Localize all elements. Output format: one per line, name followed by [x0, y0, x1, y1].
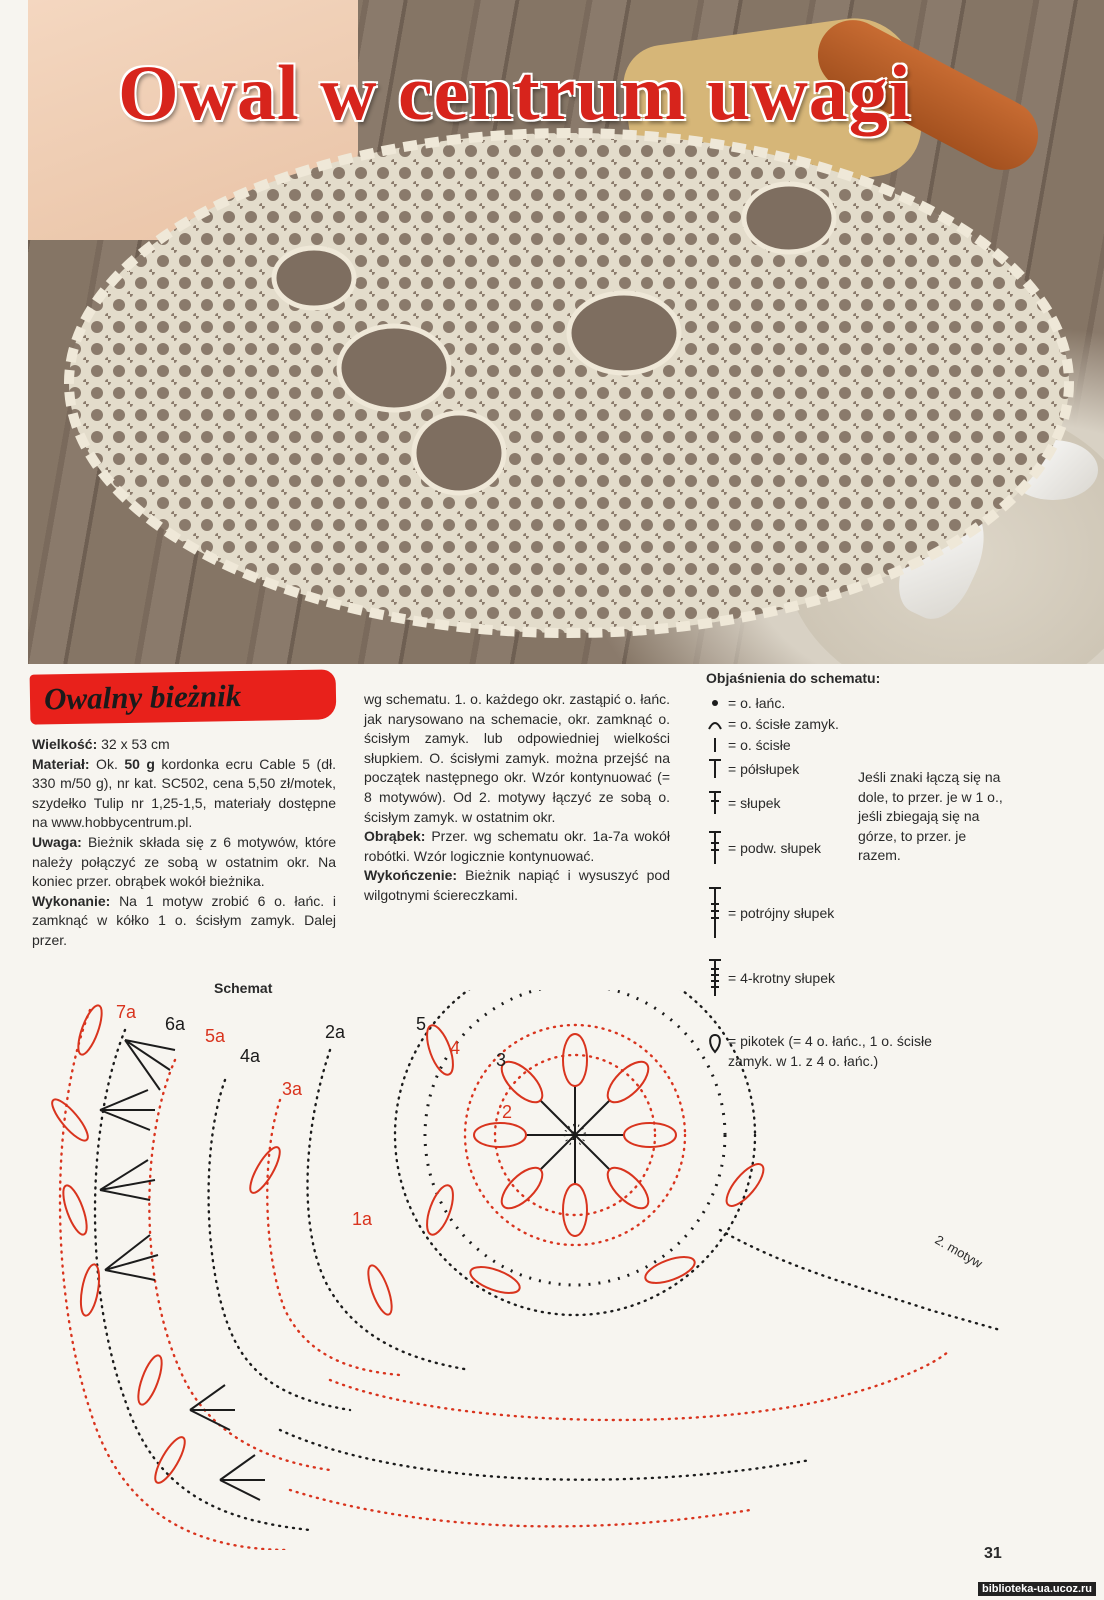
border-label: Obrąbek: [364, 828, 426, 845]
note-value: Bieżnik składa się z 6 motywów, które należy połączyć ze sobą w ostatnim okr. Na koniec przer. obrąbek wokół bieżnika. [32, 833, 336, 890]
material-weight: 50 g [124, 755, 155, 772]
legend-item-label: = potrójny słupek [728, 905, 835, 921]
exec-value: Na 1 motyw zrobić 6 o. łańc. i zamknąć w kółko 1 o. ścisłym zamyk. Dalej przer. [32, 892, 336, 948]
border-rounds [60, 1010, 470, 1550]
round-label-3a: 3a [282, 1079, 303, 1099]
size-value: 32 x 53 cm [97, 736, 170, 752]
round-label-4a: 4a [240, 1046, 261, 1066]
symbol-legend [706, 670, 1086, 1069]
size-paragraph [32, 735, 336, 755]
exec-continued: wg schematu. 1. o. każdego okr. zastąpić o. łańc. jak narysowano na schemacie, okr. zamknąć o. ścisłym zamyk. lub odpowiedniej wielkości słupkiem. O. ścisłymi zamyk. można przejść na początek następnego okr. Wzór kontynuować (= 8 motywów). Od 2. motywy łączyć ze sobą o. ścisłym zamyk. w ostatnim okr. [364, 691, 670, 825]
legend-item-label: = pikotek (= 4 o. łańc., 1 o. ścisłe zamyk. w 1. z 4 o. łańc.) [728, 1033, 932, 1069]
cover-photo [28, 0, 1104, 664]
crochet-chart [30, 990, 1040, 1550]
dot-icon [706, 694, 724, 712]
round-label-5a: 5a [205, 1026, 226, 1046]
source-watermark: biblioteka-ua.ucoz.ru [978, 1582, 1096, 1596]
legend-item [706, 736, 791, 754]
round-label-6a: 6a [165, 1014, 186, 1034]
dtr-icon [706, 886, 724, 940]
legend-item-label: = półsłupek [728, 761, 800, 777]
legend-item [706, 694, 785, 712]
legend-item-label: = 4-krotny słupek [728, 970, 835, 986]
legend-item-label: = o. ścisłe [728, 737, 791, 753]
legend-note: Jeśli znaki łączą się na dole, to przer. je w 1 o., jeśli zbiegają się na górze, to przer. je razem. [858, 769, 1003, 864]
border-leaves [47, 1003, 396, 1487]
legend-item [706, 886, 834, 940]
legend-item [706, 790, 781, 816]
round-label-2a: 2a [325, 1022, 346, 1042]
exec-paragraph [32, 892, 336, 951]
round-label-5: 5 [416, 1014, 427, 1034]
section-title: Owalny bieżnik [43, 677, 242, 717]
instructions-column-1 [32, 735, 336, 951]
material-details: kordonka ecru Cable 5 (dł. 330 m/50 g), nr kat. SC502, cena 5,50 zł/motek, szydełko Tulip nr 1,25-1,5, materiały dostępne na www.hobbycentrum.pl. [32, 755, 336, 831]
round-label-3: 3 [496, 1050, 507, 1070]
legend-item-label: = o. ścisłe zamyk. [728, 716, 839, 732]
legend-item [706, 830, 821, 866]
round-labels [116, 1002, 577, 1229]
finish-label: Wykończenie: [364, 867, 458, 884]
legend-item-label: = słupek [728, 795, 781, 811]
note-label: Uwaga: [32, 833, 82, 850]
legend-item [706, 758, 799, 780]
doily-image [64, 118, 1074, 638]
finish-paragraph [364, 866, 670, 905]
dc-icon [706, 790, 724, 816]
round-label-2: 2 [502, 1102, 513, 1122]
legend-title: Objaśnienia do schematu: [706, 670, 881, 686]
material-paragraph [32, 755, 336, 833]
material-value: Ok. [89, 755, 125, 772]
bar-icon [706, 736, 724, 754]
half-dc-icon [706, 758, 724, 780]
instructions-column-2 [364, 690, 670, 906]
section-banner [30, 669, 337, 724]
material-label: Materiał: [32, 755, 90, 772]
border-paragraph [364, 827, 670, 866]
round-label-1a: 1a [352, 1209, 373, 1229]
page-headline: Owal w centrum uwagi [118, 49, 912, 136]
finish-value: Bieżnik napiąć i wysuszyć pod wilgotnymi ściereczkami. [364, 867, 670, 903]
tr-icon [706, 830, 724, 866]
round-label-4: 4 [450, 1038, 461, 1058]
fan-clusters [100, 1040, 265, 1500]
legend-item-label: = o. łańc. [728, 695, 786, 711]
size-label: Wielkość: [32, 736, 98, 752]
schemat-title: Schemat [214, 980, 273, 996]
arc-icon [706, 715, 724, 733]
note-paragraph [32, 833, 336, 892]
border-value: Przer. wg schematu okr. 1a-7a wokół robótki. Wzór logicznie kontynuować. [364, 828, 670, 864]
page-number: 31 [984, 1545, 1002, 1562]
legend-item [706, 715, 839, 733]
round-label-7a: 7a [116, 1002, 137, 1022]
legend-item-label: = podw. słupek [728, 840, 822, 856]
exec-label: Wykonanie: [32, 892, 111, 909]
motif-connection [280, 1230, 1000, 1526]
motif-2-label: 2. motyw [932, 1232, 986, 1271]
round-label-1: 1 [570, 1129, 577, 1143]
